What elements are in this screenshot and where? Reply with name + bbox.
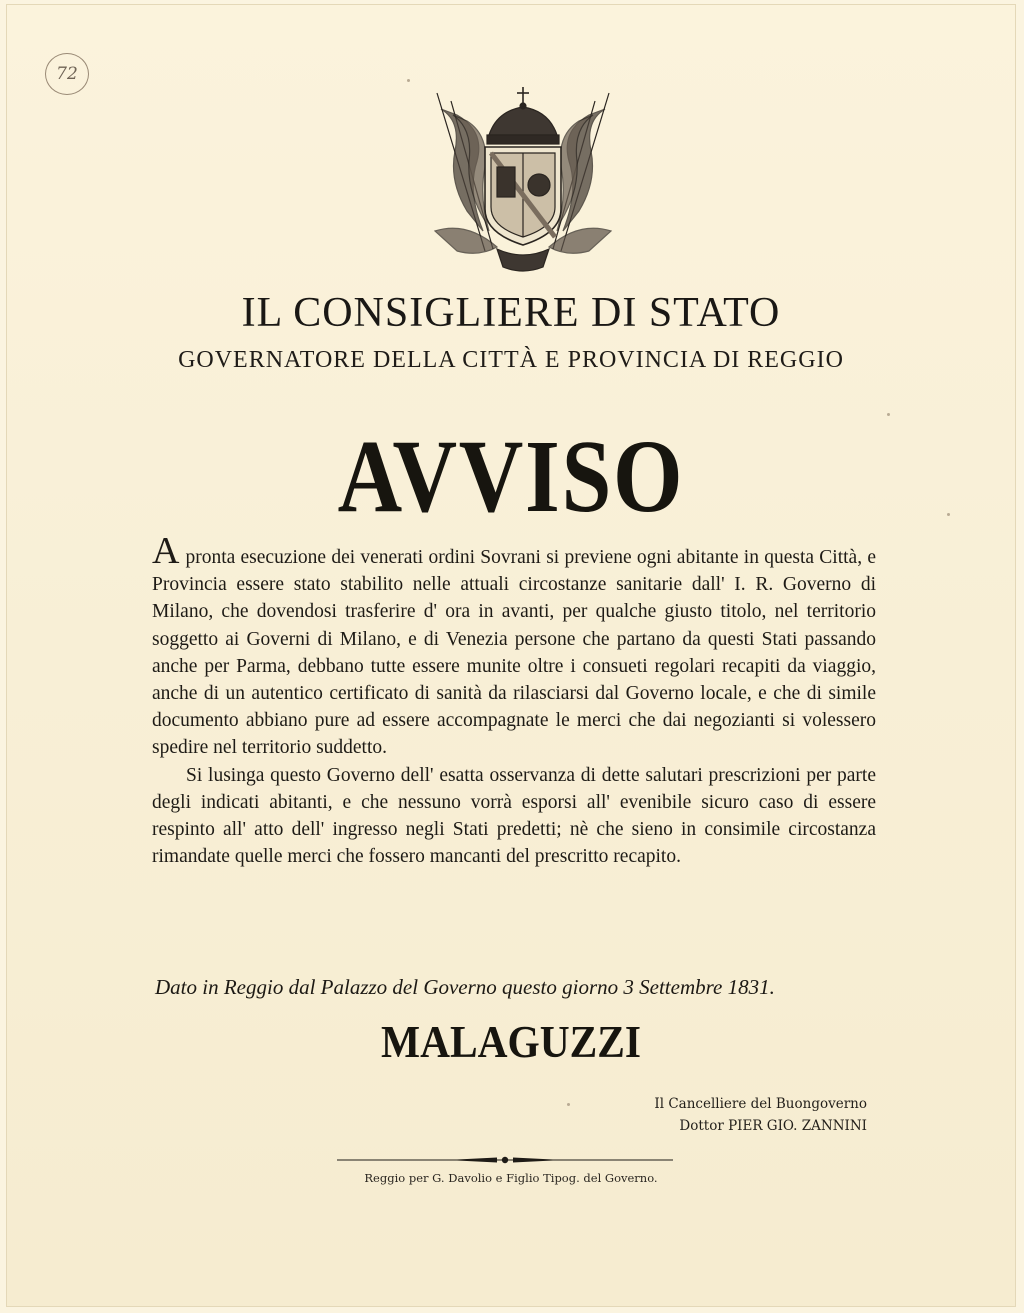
paper-speck <box>407 79 410 82</box>
countersignature <box>567 1093 867 1137</box>
faded-pencil-notes <box>700 90 933 230</box>
notice-heading: AVVISO <box>337 419 685 534</box>
signature-name: MALAGUZZI <box>381 1016 641 1067</box>
countersign-title: Il Cancelliere del Buongoverno <box>654 1096 867 1112</box>
paper-speck <box>567 1103 570 1106</box>
poster-sheet <box>6 4 1016 1307</box>
paper-speck <box>947 513 950 516</box>
body-paragraph-2: Si lusinga questo Governo dell' esatta osservanza di dette salutari prescrizioni per parte degli indicati abitanti, e che nessuno vorrà esporsi all' evenibile sicuro caso di essere respinto all' atto dell' ingresso negli Stati predetti; nè che sieno in consimile circostanza rimandate quelle merci che fossero mancanti del prescritto recapito. <box>152 764 876 868</box>
archive-number-mark: 72 <box>45 53 89 95</box>
issuer-title: IL CONSIGLIERE DI STATO <box>241 290 781 336</box>
coat-of-arms-emblem <box>427 81 619 277</box>
countersign-name: Dottor PIER GIO. ZANNINI <box>679 1118 867 1134</box>
issuer-subtitle: GOVERNATORE DELLA CITTÀ E PROVINCIA DI REGGIO <box>178 347 844 373</box>
body-paragraph-1-text: pronta esecuzione dei venerati ordini Sovrani si previene ogni abitante in questa Città, e Provincia essere stato stabilito nelle attuali circostanze sanitarie dall' I. R. Governo di Milano, che dovendosi trasferire d' ora in avanti, per qualche giusto titolo, nel territorio soggetto ai Governi di Milano, e di Venezia persone che partano da questi Stati passando anche per Parma, debbano tutte essere munite oltre i consueti regolari recapiti da viaggio, anche di un autentico certificato di sanità da rilasciarsi dal Governo locale, e che di simile documento abbiano pure ad essere accompagnate le merci che dai negozianti si volessero spedire nel territorio suddetto. <box>152 547 876 759</box>
body-paragraph-1 <box>152 530 876 762</box>
printer-imprint: Reggio per G. Davolio e Figlio Tipog. del Governo. <box>364 1171 658 1185</box>
ornamental-rule <box>337 1153 673 1167</box>
paper-speck <box>887 413 890 416</box>
dateline: Dato in Reggio dal Palazzo del Governo questo giorno 3 Settembre 1831. <box>155 975 775 999</box>
notice-body <box>152 530 876 870</box>
drop-cap: A <box>152 530 180 572</box>
